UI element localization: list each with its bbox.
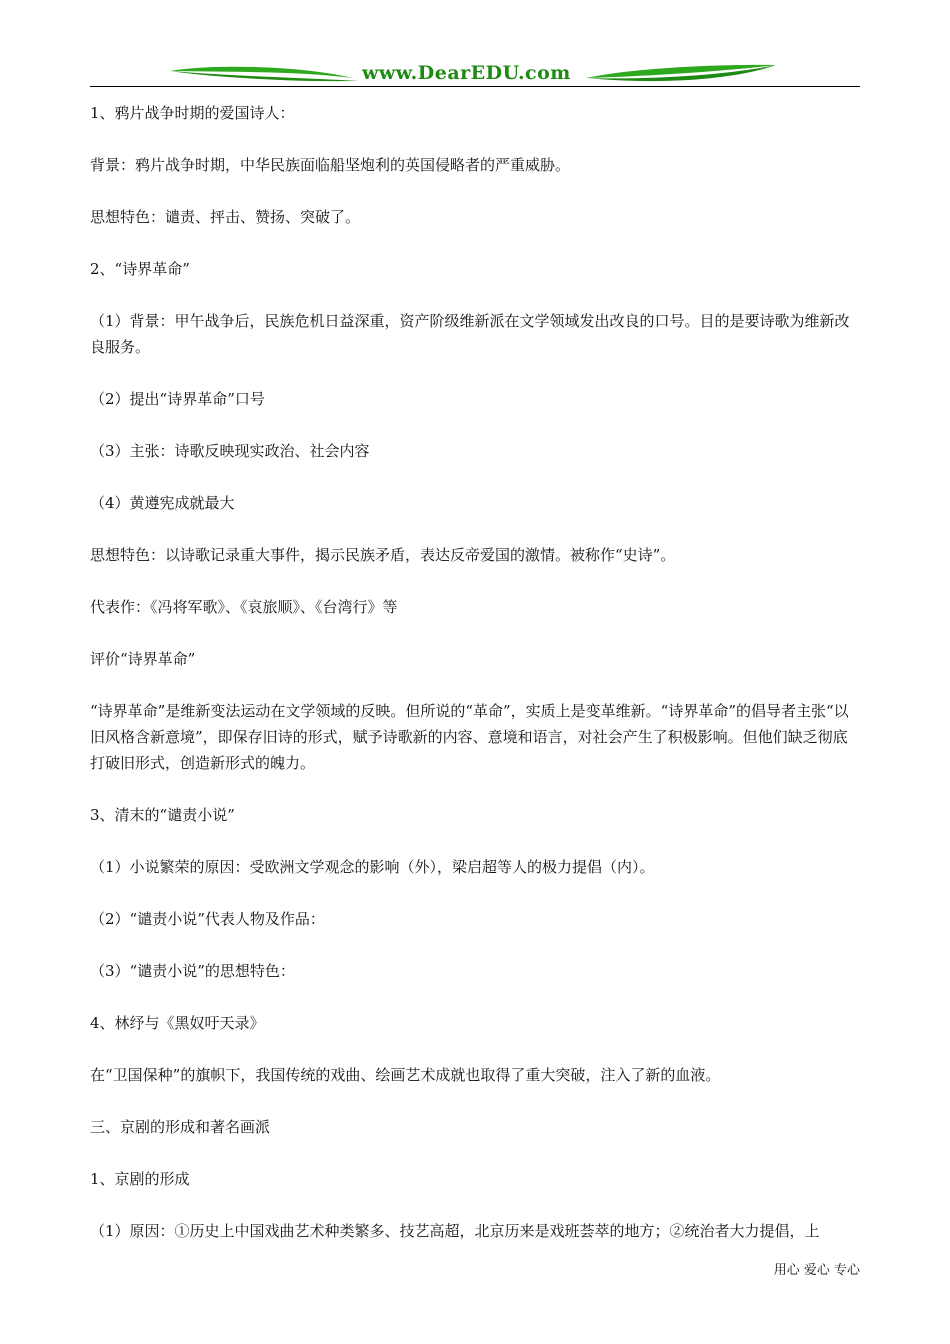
header-divider [90, 86, 860, 87]
paragraph: 思想特色：以诗歌记录重大事件，揭示民族矛盾，表达反帝爱国的激情。被称作“史诗”。 [90, 546, 676, 564]
page-header [90, 58, 860, 90]
paragraph: 背景：鸦片战争时期，中华民族面临船坚炮利的英国侵略者的严重威胁。 [90, 156, 571, 174]
paragraph: 代表作：《冯将军歌》、《哀旅顺》、《台湾行》等 [90, 598, 398, 616]
paragraph: 1、鸦片战争时期的爱国诗人： [90, 104, 295, 122]
paragraph: 三、京剧的形成和著名画派 [90, 1118, 271, 1136]
paragraph: 3、清末的“谴责小说” [90, 806, 235, 824]
paragraph: （1）原因：①历史上中国戏曲艺术种类繁多、技艺高超，北京历来是戏班荟萃的地方；②统治者大力提倡，上 [90, 1222, 820, 1240]
paragraph: 1、京剧的形成 [90, 1170, 190, 1188]
paragraph: （1）背景：甲午战争后，民族危机日益深重，资产阶级维新派在文学领域发出改良的口号。目的是要诗歌为维新改良服务。 [90, 312, 850, 356]
paragraph: 思想特色：谴责、抨击、赞扬、突破了。 [90, 208, 361, 226]
paragraph: “诗界革命”是维新变法运动在文学领域的反映。但所说的“革命”，实质上是变革维新。“诗界革命”的倡导者主张“以旧风格含新意境”，即保存旧诗的形式，赋予诗歌新的内容、意境和语言，对社会产生了积极影响。但他们缺乏彻底打破旧形式，创造新形式的魄力。 [90, 702, 849, 772]
paragraph: （2）提出“诗界革命”口号 [90, 390, 265, 408]
paragraph: 2、“诗界革命” [90, 260, 190, 278]
paragraph: 评价“诗界革命” [90, 650, 196, 668]
paragraph: （3）“谴责小说”的思想特色： [90, 962, 295, 980]
paragraph: 4、林纾与《黑奴吁天录》 [90, 1014, 265, 1032]
paragraph: （2）“谴责小说”代表人物及作品： [90, 910, 325, 928]
document-body [90, 100, 862, 1244]
paragraph: （1）小说繁荣的原因：受欧洲文学观念的影响（外），梁启超等人的极力提倡（内）。 [90, 858, 655, 876]
paragraph: 在“卫国保种”的旗帜下，我国传统的戏曲、绘画艺术成就也取得了重大突破，注入了新的血液。 [90, 1066, 721, 1084]
page-footer: 用心 爱心 专心 [773, 1263, 860, 1278]
paragraph: （3）主张：诗歌反映现实政治、社会内容 [90, 442, 370, 460]
site-logo-text: www.DearEDU.com [362, 62, 571, 84]
paragraph: （4）黄遵宪成就最大 [90, 494, 235, 512]
